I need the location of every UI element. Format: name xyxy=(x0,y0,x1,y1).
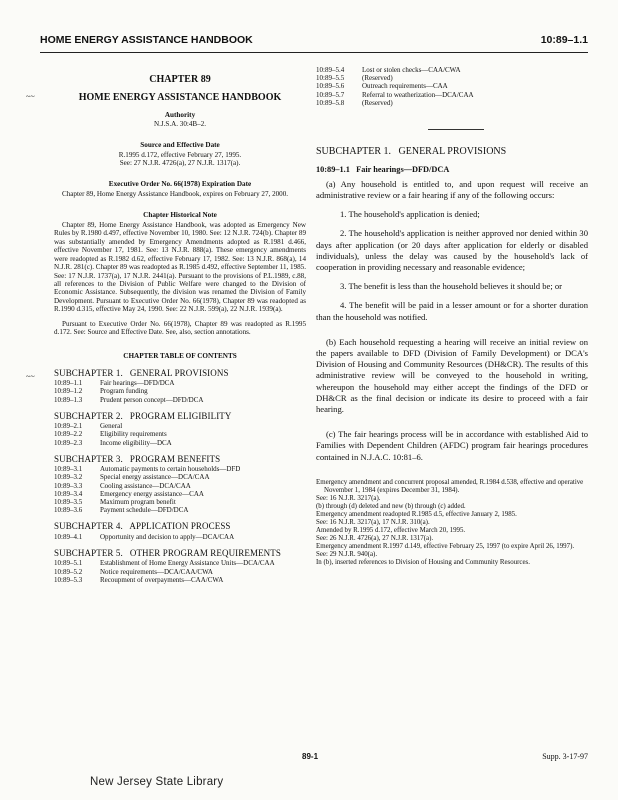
amendment-note: Emergency amendment R.1997 d.149, effective February 25, 1997 (to expire April 26, 1997). xyxy=(316,542,575,550)
toc-entry xyxy=(54,568,306,576)
section-heading xyxy=(316,166,588,174)
header-section: 10:89–1.1 xyxy=(540,34,588,46)
paragraph-a: (a) Any household is entitled to, and upon request will receive an administrative review or a fair hearing if any of the following occurs: xyxy=(316,178,588,201)
toc-entry-number: 10:89–5.8 xyxy=(316,98,345,107)
toc-entry-title: (Reserved) xyxy=(362,74,393,83)
table-of-contents xyxy=(54,369,306,584)
amendment-note: Amended by R.1995 d.172, effective March 20, 1995. xyxy=(316,526,466,534)
toc-entry xyxy=(54,439,306,447)
exec-order-label: Executive Order No. 66(1978) Expiration Date xyxy=(108,179,252,188)
toc-entry-title: Prudent person concept—DFD/DCA xyxy=(100,395,204,404)
toc-entry-title: General xyxy=(100,422,123,431)
toc-entry-number: 10:89–3.1 xyxy=(54,465,83,474)
header-title: HOME ENERGY ASSISTANCE HANDBOOK xyxy=(40,34,253,46)
toc-entry-title: Outreach requirements—CAA xyxy=(362,82,448,91)
toc-entry-title: Special energy assistance—DCA/CAA xyxy=(100,473,210,482)
toc-entry xyxy=(54,576,306,584)
toc-entry-title: Eligibility requirements xyxy=(100,430,167,439)
toc-subchapter-heading: SUBCHAPTER 3. PROGRAM BENEFITS xyxy=(54,453,221,464)
subchapter-heading: SUBCHAPTER 1. GENERAL PROVISIONS xyxy=(316,146,507,158)
historical-note-text: Chapter 89, Home Energy Assistance Handbook, was adopted as Emergency New Rules by R.1980 d.497, effective November 10, 1980. See: 12 N.J.R. 724(b). Chapter 89 was substantially amended by Emergency Amendments adopted as R.1981 d.466, effective November 17, 1981. See: 13 N.J.R. 888(a). These emergency amendments were readopted as R.1982 d.62, effective February 17, 1982. See: 13 N.J.R. 868(a), 14 N.J.R. 281(c). Chapter 89 was readopted as R.1985 d.492, effective September 11, 1985. See: 17 N.J.R. 1737(a), 17 N.J.R. 2441(a). Pursuant to the provisions of P.L.1989, c.88, all references to the Division of Public Welfare were changed to the Division of Economic Assistance. Subsequently, the division was renamed the Division of Family Development. Pursuant to Executive Order No. 66(1978), Chapter 89 was readopted as R.1990 d.315, effective May 24, 1990. See: 22 N.J.R. 599(a), 22 N.J.R. 1939(a). xyxy=(54,221,306,314)
amendment-note: See: 29 N.J.R. 940(a). xyxy=(316,550,378,558)
amendment-note: See: 16 N.J.R. 3217(a), 17 N.J.R. 310(a). xyxy=(316,518,430,526)
paragraph-c: (c) The fair hearings process will be in accordance with established Aid to Families with Dependent Children (AFDC) program fair hearings procedures contained in N.J.A.C. 10:81–6. xyxy=(316,429,588,462)
toc-entry-title: Emergency energy assistance—CAA xyxy=(100,489,204,498)
amendment-note: Emergency amendment readopted R.1985 d.5, effective January 2, 1985. xyxy=(316,510,517,518)
toc-entry xyxy=(316,74,588,82)
toc-entry-title: Program funding xyxy=(100,387,148,396)
list-item-2: 2. The household's application is neither approved nor denied within 30 days after application (or 20 days after application for elderly or disabled individuals), unless the delay was caused by the household's lack of cooperation in providing necessary and reasonable evidence; xyxy=(316,228,588,273)
toc-entry xyxy=(54,559,306,567)
toc-entry-title: Automatic payments to certain households—DFD xyxy=(100,465,241,474)
right-column xyxy=(316,66,588,567)
list-item-4: 4. The benefit will be paid in a lesser amount or for a shorter duration than the household was notified. xyxy=(316,300,588,322)
toc-entry-number: 10:89–3.6 xyxy=(54,506,83,515)
toc-entry-number: 10:89–5.6 xyxy=(316,82,345,91)
toc-entry-number: 10:89–5.5 xyxy=(316,74,345,83)
historical-note-label: Chapter Historical Note xyxy=(143,210,217,219)
amendment-note: Emergency amendment and concurrent proposal amended, R.1984 d.538, effective and operative November 1, 1984 (expires December 31, 1984). xyxy=(316,478,584,494)
toc-subchapter-heading: SUBCHAPTER 4. APPLICATION PROCESS xyxy=(54,521,231,532)
toc-subchapter-heading: SUBCHAPTER 5. OTHER PROGRAM REQUIREMENTS xyxy=(54,548,281,559)
amendment-note: (b) through (d) deleted and new (b) through (c) added. xyxy=(316,502,466,510)
toc-entry-number: 10:89–3.4 xyxy=(54,489,83,498)
toc-entry xyxy=(316,66,588,74)
running-header xyxy=(40,34,588,53)
toc-entry-number: 10:89–3.2 xyxy=(54,473,83,482)
amendment-notes xyxy=(316,479,588,567)
toc-entry-number: 10:89–1.1 xyxy=(54,379,83,388)
toc-label: CHAPTER TABLE OF CONTENTS xyxy=(123,352,237,361)
toc-entry-number: 10:89–2.2 xyxy=(54,430,83,439)
toc-list xyxy=(54,533,306,541)
toc-entry-title: (Reserved) xyxy=(362,98,393,107)
paragraph-b: (b) Each household requesting a hearing will receive an initial review on the papers available to DFD (Division of Family Development) or DCA's Division of Housing and Community Resources (DH&CR). The results of this administrative review will be conveyed to the household in writing, whereupon the household may either accept the findings of the DFD or DH&CR as the final decision or indicate its desire to proceed with a fair hearing. xyxy=(316,336,588,415)
toc-list xyxy=(54,379,306,404)
toc-entry xyxy=(54,465,306,473)
toc-entry-title: Cooling assistance—DCA/CAA xyxy=(100,481,191,490)
toc-entry xyxy=(54,422,306,430)
toc-entry-title: Lost or stolen checks—CAA/CWA xyxy=(362,66,461,74)
toc-entry xyxy=(316,99,588,107)
toc-entry-number: 10:89–5.4 xyxy=(316,66,345,74)
left-column xyxy=(54,66,306,584)
toc-entry xyxy=(316,91,588,99)
toc-subchapter-heading: SUBCHAPTER 2. PROGRAM ELIGIBILITY xyxy=(54,410,232,421)
list-item-3: 3. The benefit is less than the household believes it should be; or xyxy=(340,281,563,292)
toc-entry xyxy=(54,490,306,498)
authority-text: N.J.S.A. 30:4B–2. xyxy=(153,120,207,129)
toc-entry xyxy=(54,506,306,514)
toc-continued xyxy=(316,66,588,107)
toc-entry-title: Notice requirements—DCA/CAA/CWA xyxy=(100,567,213,576)
chapter-number: CHAPTER 89 xyxy=(149,74,211,85)
toc-list xyxy=(54,422,306,447)
source-line-2: See: 27 N.J.R. 4726(a), 27 N.J.R. 1317(a). xyxy=(119,159,241,168)
section-divider xyxy=(428,129,484,130)
toc-entry-title: Maximum program benefit xyxy=(100,498,176,506)
margin-mark: ~~ xyxy=(26,372,35,381)
toc-entry-number: 10:89–5.2 xyxy=(54,567,83,576)
amendment-note: In (b), inserted references to Division of Housing and Community Resources. xyxy=(316,558,530,566)
amendment-note: See: 16 N.J.R. 3217(a). xyxy=(316,494,381,502)
toc-entry-number: 10:89–3.5 xyxy=(54,498,83,506)
amendment-note: See: 26 N.J.R. 4726(a), 27 N.J.R. 1317(a). xyxy=(316,534,434,542)
toc-entry-number: 10:89–2.3 xyxy=(54,438,83,447)
toc-entry-title: Income eligibility—DCA xyxy=(100,438,172,447)
toc-entry-number: 10:89–5.3 xyxy=(54,575,83,584)
toc-entry xyxy=(54,482,306,490)
toc-entry xyxy=(54,387,306,395)
historical-note-text-2: Pursuant to Executive Order No. 66(1978), Chapter 89 was readopted as R.1995 d.172. See: Source and Effective Date. See, also, section annotations. xyxy=(54,319,306,336)
toc-entry-title: Establishment of Home Energy Assistance Units—DCA/CAA xyxy=(100,559,275,568)
section-number: 10:89–1.1 xyxy=(316,165,350,175)
toc-entry xyxy=(54,533,306,541)
authority-label: Authority xyxy=(164,110,196,119)
toc-entry-title: Fair hearings—DFD/DCA xyxy=(100,379,175,388)
toc-subchapter-heading: SUBCHAPTER 1. GENERAL PROVISIONS xyxy=(54,367,229,378)
supplement-date: Supp. 3-17-97 xyxy=(542,752,588,761)
chapter-title: HOME ENERGY ASSISTANCE HANDBOOK xyxy=(78,92,282,104)
toc-entry-title: Recoupment of overpayments—CAA/CWA xyxy=(100,575,224,584)
toc-list xyxy=(54,559,306,584)
toc-entry-number: 10:89–2.1 xyxy=(54,422,83,431)
toc-list xyxy=(54,465,306,514)
toc-entry-number: 10:89–1.3 xyxy=(54,395,83,404)
list-item-1: 1. The household's application is denied; xyxy=(340,209,480,220)
toc-entry-number: 10:89–1.2 xyxy=(54,387,83,396)
toc-entry-number: 10:89–5.1 xyxy=(54,559,83,568)
toc-entry-title: Referral to weatherization—DCA/CAA xyxy=(362,90,474,99)
toc-entry-title: Opportunity and decision to apply—DCA/CAA xyxy=(100,532,235,541)
toc-entry-number: 10:89–5.7 xyxy=(316,90,345,99)
source-label: Source and Effective Date xyxy=(140,140,220,149)
toc-entry-title: Payment schedule—DFD/DCA xyxy=(100,506,189,515)
toc-entry xyxy=(54,498,306,506)
source-line-1: R.1995 d.172, effective February 27, 1995. xyxy=(118,151,242,160)
toc-entry xyxy=(54,473,306,481)
library-stamp: New Jersey State Library xyxy=(90,776,224,788)
page-number: 89-1 xyxy=(302,752,319,761)
toc-entry xyxy=(54,396,306,404)
toc-entry-number: 10:89–4.1 xyxy=(54,532,83,541)
toc-entry xyxy=(316,82,588,90)
exec-order-text: Chapter 89, Home Energy Assistance Handbook, expires on February 27, 2000. xyxy=(62,190,289,199)
margin-mark: ~~ xyxy=(26,92,35,101)
toc-entry-number: 10:89–3.3 xyxy=(54,481,83,490)
toc-entry xyxy=(54,379,306,387)
section-title: Fair hearings—DFD/DCA xyxy=(356,165,450,175)
toc-entry xyxy=(54,430,306,438)
